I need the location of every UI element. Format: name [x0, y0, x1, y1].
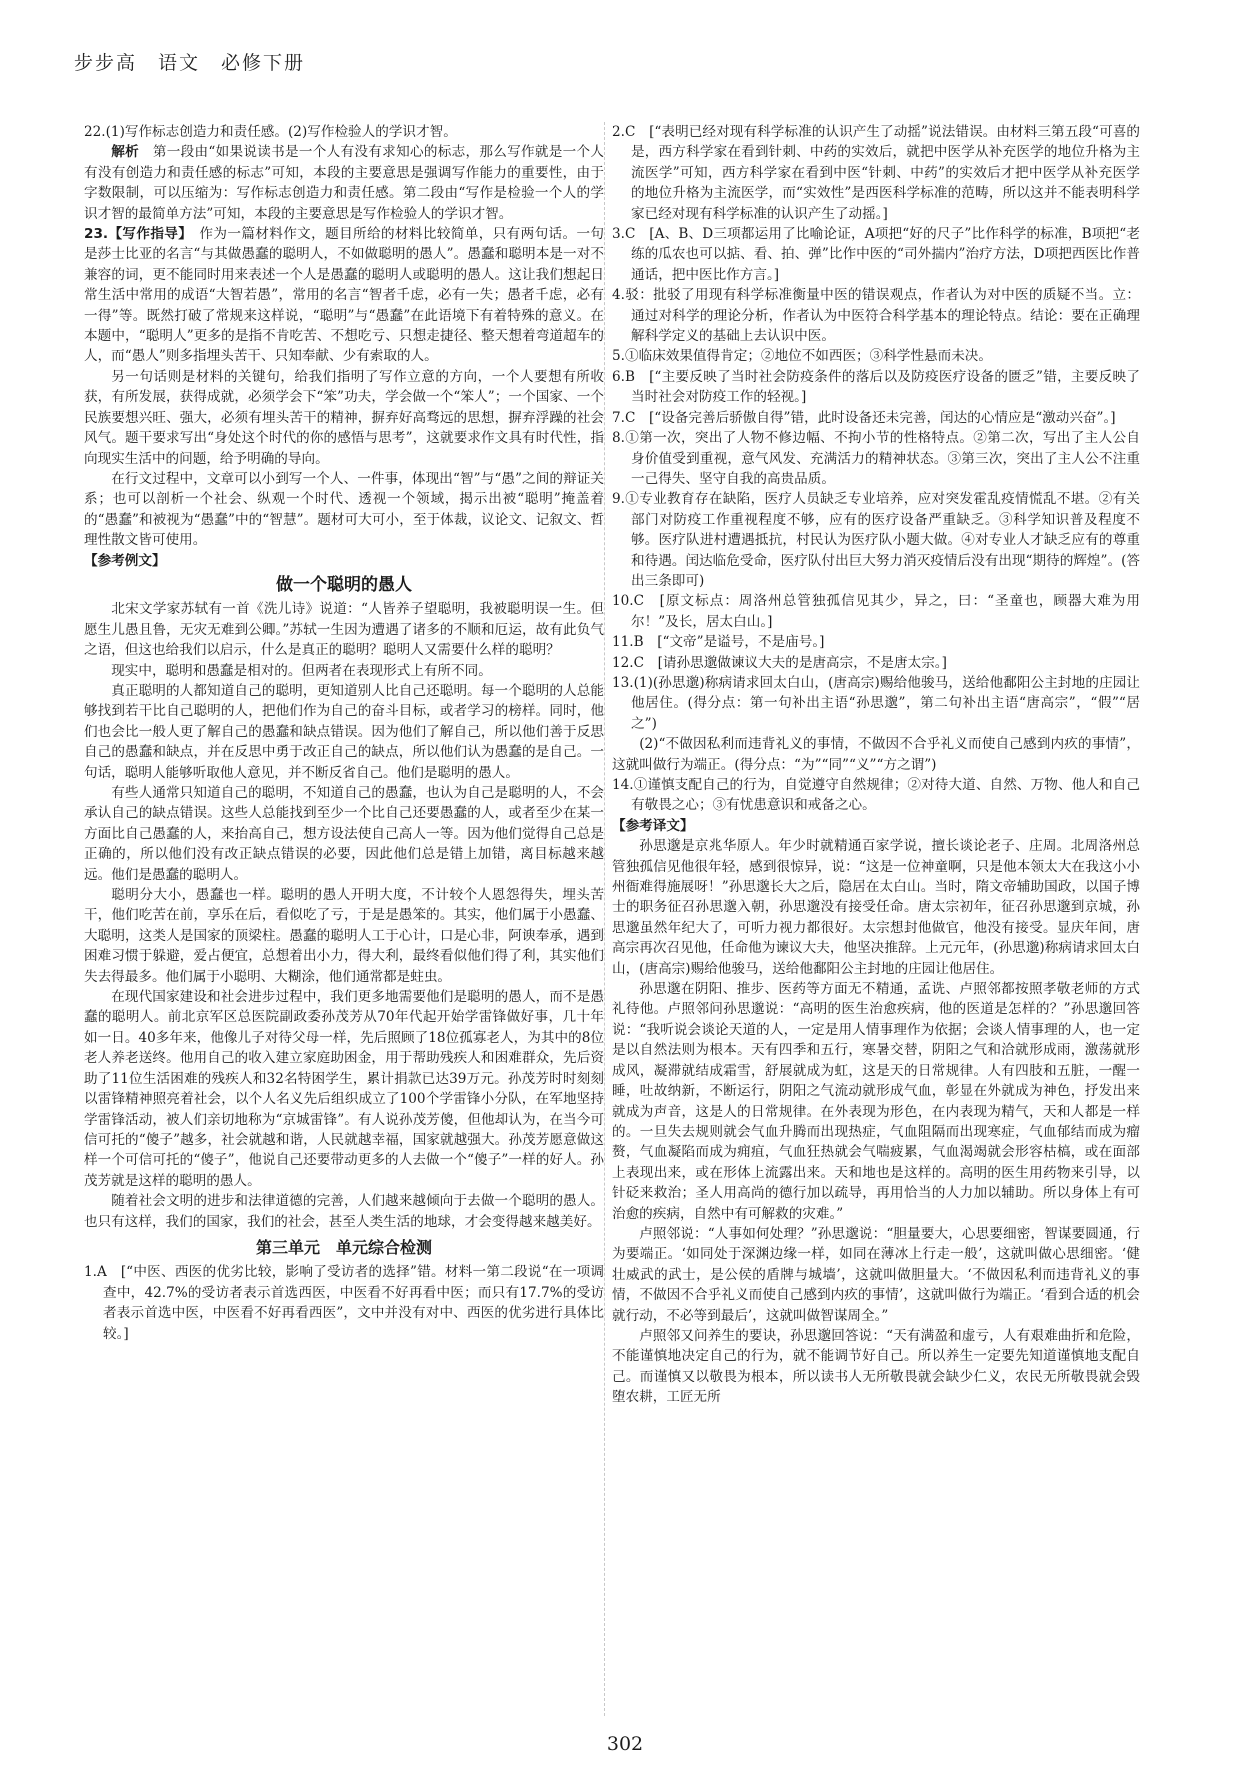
essay-paragraph: 现实中，聪明和愚蠢是相对的。但两者在表现形式上有所不同。 [111, 662, 492, 679]
unit-title: 第三单元 单元综合检测 [255, 1237, 432, 1257]
answer-11: 11.B [“文帝”是谥号，不是庙号。] [612, 634, 825, 651]
answer-23 [84, 224, 604, 367]
page-header: 步步高 语文 必修下册 [74, 52, 306, 74]
answer-5: 5.①临床效果值得肯定；②地位不如西医；③科学性悬而未决。 [612, 348, 992, 365]
answer-4: 4.驳：批驳了用现有科学标准衡量中医的错误观点，作者认为对中医的质疑不当。立：通过对科学的理论分析，作者认为中医符合科学基本的理论特点。结论：要在正确理解科学定义的基础上去认识中医。 [612, 287, 1140, 345]
answer-2: 2.C [“表明已经对现有科学标准的认识产生了动摇”说法错误。由材料三第五段“可喜的是，西方科学家在看到针刺、中药的实效后，就把中医学从补充医学的地位升格为主流医学”可知，西方科学家在看到中医“针刺、中药”的实效后才把中医学从补充医学的地位升格为主流医学，而“实效性”是西医科学标准的范畴，所以这并不能表明科学家已经对现有科学标准的认识产生了动摇。] [612, 124, 1140, 222]
essay-paragraph: 有些人通常只知道自己的聪明，不知道自己的愚蠢，也认为自己是聪明的人，不会承认自己的缺点错误。这些人总能找到至少一个比自己还要愚蠢的人，或者至少在某一方面比自己愚蠢的人，来抬高自己，想方设法使自己高人一等。因为他们觉得自己总是正确的，所以他们没有改正缺点错误的必要，因此他们总是错上加错，离目标越来越远。他们是愚蠢的聪明人。 [84, 785, 604, 883]
translation-label: 【参考译文】 [612, 817, 694, 834]
answer-10: 10.C [原文标点：周洛州总管独孤信见其少，异之，曰：“圣童也，顾器大难为用尔！”及长，居太白山。] [612, 593, 1140, 630]
writing-guide-paragraph: 在行文过程中，文章可以小到写一个人、一件事，体现出“智”与“愚”之间的辩证关系；也可以剖析一个社会、纵观一个时代、透视一个领域，揭示出被“聪明”掩盖着的“愚蠢”和被视为“愚蠢”中的“智慧”。题材可大可小，至于体裁，议论文、记叙文、哲理性散文皆可使用。 [84, 470, 604, 549]
essay-title: 做一个聪明的愚人 [276, 574, 412, 595]
essay-paragraph: 聪明分大小，愚蠢也一样。聪明的愚人开明大度，不计较个人恩怨得失，埋头苦干，他们吃苦在前，享乐在后，看似吃了亏，于是是愚笨的。其实，他们属于小愚蠢、大聪明，这类人是国家的顶梁柱。愚蠢的聪明人工于心计，口是心非，阿谀奉承，遇到困难习惯于躲避，爱占便宜，总想着出小力，得大利，最终看似他们得了利，其实他们失去得最多。他们属于小聪明、大糊涂，他们通常都是蛀虫。 [84, 887, 604, 985]
analysis-label: 解析 [111, 144, 139, 161]
answer-3: 3.C [A、B、D三项都运用了比喻论证，A项把“好的尺子”比作科学的标准，B项把“老练的瓜农也可以掂、看、拍、弹”比作中医的“司外揣内”治疗方法，D项把西医比作普通话，把中医比作方言。] [612, 226, 1140, 283]
column-divider [604, 122, 605, 1716]
answer-22-analysis [84, 142, 604, 224]
answer-22: 22.(1)写作标志创造力和责任感。(2)写作检验人的学识才智。 [84, 124, 457, 140]
essay-paragraph: 北宋文学家苏轼有一首《洗儿诗》说道：“人皆养子望聪明，我被聪明误一生。但愿生儿愚且鲁，无灾无难到公卿。”苏轼一生因为遭遇了诸多的不顺和厄运，故有此负气之语，但这也给我们以启示，什么是真正的聪明？聪明人又需要什么样的聪明？ [84, 601, 604, 659]
answer-9: 9.①专业教育存在缺陷，医疗人员缺乏专业培养，应对突发霍乱疫情慌乱不堪。②有关部门对防疫工作重视程度不够，应有的医疗设备严重缺乏。③科学知识普及程度不够。医疗队进村遭遇抵抗，村民认为医疗队小题大做。④对专业人才缺乏应有的尊重和待遇。闰达临危受命，医疗队付出巨大努力消灭疫情后没有出现“期待的辉煌”。(答出三条即可) [612, 491, 1140, 589]
page-number: 302 [606, 1733, 644, 1755]
translation-paragraph: 卢照邻说：“人事如何处理？”孙思邈说：“胆量要大，心思要细密，智谋要圆通，行为要端正。‘如同处于深渊边缘一样，如同在薄冰上行走一般’，这就叫做心思细密。‘健壮威武的武士，是公侯的盾牌与城墙’，这就叫做胆量大。‘不做因私利而违背礼义的事情，不做因不合乎礼义而使自己感到内疚的事情’，这就叫做行为端正。‘看到合适的机会就行动，不必等到最后’，这就叫做智谋周全。” [612, 1225, 1140, 1324]
writing-guide-text: 作为一篇材料作文，题目所给的材料比较简单，只有两句话。一句是莎士比亚的名言“与其做愚蠢的聪明人，不如做聪明的愚人”。愚蠢和聪明本是一对不兼容的词，更不能同时用来表述一个人是愚蠢的聪明人或聪明的愚人。这让我们想起日常生活中常用的成语“大智若愚”，常用的名言“智者千虑，必有一失；愚者千虑，必有一得”等。既然打破了常规来这样说，“聪明”与“愚蠢”在此语境下有着特殊的意义。在本题中，“聪明人”更多的是指不肯吃苦、不想吃亏、只想走捷径、整天想着弯道超车的人，而“愚人”则多指埋头苦干、只知奉献、少有索取的人。 [84, 226, 605, 365]
essay-paragraph: 在现代国家建设和社会进步过程中，我们更多地需要他们是聪明的愚人，而不是愚蠢的聪明人。前北京军区总医院副政委孙茂芳从70年代起开始学雷锋做好事，几十年如一日。40多年来，他像儿子对待父母一样，先后照顾了18位孤寡老人，为其中的8位老人养老送终。他用自己的收入建立家庭助困金，用于帮助残疾人和困难群众，先后资助了11位生活困难的残疾人和32名特困学生，累计捐款已达39万元。孙茂芳时时刻刻以雷锋精神照亮着社会，以个人名义先后组织成立了100个学雷锋小分队，在军地坚持学雷锋活动，被人们亲切地称为“京城雷锋”。有人说孙茂芳傻，但他却认为，在当今可信可托的“傻子”越多，社会就越和谐，人民就越幸福，国家就越强大。孙茂芳愿意做这样一个可信可托的“傻子”，他说自己还要带动更多的人去做一个“傻子”一样的好人。孙茂芳就是这样的聪明的愚人。 [84, 989, 604, 1189]
answer-7: 7.C [“设备完善后骄傲自得”错，此时设备还未完善，闰达的心情应是“激动兴奋”。] [612, 409, 1116, 426]
answer-13-1: 13.(1)(孙思邈)称病请求回太白山，(唐高宗)赐给他骏马，送给他鄱阳公主封地的庄园让他居住。(得分点：第一句补出主语“孙思邈”，第二句补出主语“唐高宗”，“假”“居之”) [612, 674, 1140, 732]
translation-paragraph: 孙思邈是京兆华原人。年少时就精通百家学说，擅长谈论老子、庄周。北周洛州总管独孤信见他很年轻，感到很惊异，说：“这是一位神童啊，只是他本领太大在我这小小州衙难得施展呀！”孙思邈长大之后，隐居在太白山。当时，隋文帝辅助国政，以国子博士的职务征召孙思邈入朝，孙思邈没有接受任命。唐太宗初年，征召孙思邈到京城，孙思邈虽然年纪大了，可听力视力都很好。太宗想封他做官，他没有接受。显庆年间，唐高宗再次召见他，任命他为谏议大夫，他坚决推辞。上元元年，(孙思邈)称病请求回太白山，(唐高宗)赐给他骏马，送给他鄱阳公主封地的庄园让他居住。 [612, 838, 1140, 977]
answer-6: 6.B [“主要反映了当时社会防疫条件的落后以及防疫医疗设备的匮乏”错，主要反映了当时社会对防疫工作的轻视。] [612, 368, 1140, 406]
translation-paragraph: 孙思邈在阴阳、推步、医药等方面无不精通，孟诜、卢照邻都按照孝敬老师的方式礼待他。卢照邻问孙思邈说：“高明的医生治愈疾病，他的医道是怎样的？”孙思邈回答说：“我听说会谈论天道的人，一定是用人情事理作为依据；会谈人情事理的人，也一定是以自然法则为根本。天有四季和五行，寒暑交替，阴阳之气和洽就形成雨，激荡就形成风，凝滞就结成霜雪，舒展就成为虹，这是天的日常规律。人有四肢和五脏，一醒一睡，吐故纳新，不断运行，阴阳之气流动就形成气血，彰显在外就成为神色，抒发出来就成为声音，这是人的日常规律。在外表现为形色，在内表现为精气，天和人都是一样的。一旦失去规则就会气血升腾而出现热症，气血阻隔而出现寒症，气血郁结而成为瘤赘，气血凝陷而成为痈疽，气血狂热就会气喘疲累，气血渴竭就会形容枯槁，或在面部上表现出来，或在形体上流露出来。天和地也是这样的。高明的医生用药物来引导，以针砭来救治；圣人用高尚的德行加以疏导，再用恰当的人力加以辅助。所以身体上有可治愈的疾病，自然中有可解救的灾难。” [612, 981, 1140, 1222]
answer-12: 12.C [请孙思邈做谏议大夫的是唐高宗，不是唐太宗。] [612, 654, 947, 671]
essay-paragraph: 真正聪明的人都知道自己的聪明，更知道别人比自己还聪明。每一个聪明的人总能够找到若干比自己聪明的人，把他们作为自己的奋斗目标，或者学习的榜样。同时，他们也会比一般人更了解自己的愚蠢和缺点错误。因为他们了解自己，所以他们善于反思自己的愚蠢和缺点，并在反思中勇于改正自己的缺点，所以他们认为愚蠢的是自己。一句话，聪明人能够听取他人意见，并不断反省自己。他们是聪明的愚人。 [84, 682, 604, 781]
analysis-text: 第一段由“如果说读书是一个人有没有求知心的标志，那么写作就是一个人有没有创造力和责任感的标志”可知，本段的主要意思是强调写作能力的重要性，由于字数限制，可以压缩为：写作标志创造力和责任感。第二段由“写作是检验一个人的学识才智的最简单方法”可知，本段的主要意思是写作检验人的学识才智。 [84, 144, 605, 222]
left-column [84, 122, 604, 1344]
right-column [612, 122, 1140, 1408]
answer-8: 8.①第一次，突出了人物不修边幅、不拘小节的性格特点。②第二次，写出了主人公自身价值受到重视，意气风发、充满活力的精神状态。③第三次，突出了主人公不注重一己得失、坚守自我的高贵品质。 [612, 430, 1140, 487]
writing-guide-paragraph: 另一句话则是材料的关键句，给我们指明了写作立意的方向，一个人要想有所收获，有所发展，获得成就，必须学会下“笨”功夫，学会做一个“笨人”；一个国家、一个民族要想兴旺、强大，必须有埋头苦干的精神，摒弃好高骛远的思想，摒弃浮躁的社会风气。题干要求写出“身处这个时代的你的感悟与思考”，这就要求作文具有时代性，指向现实生活中的问题，给予明确的导向。 [84, 368, 604, 467]
answer-1: 1.A [“中医、西医的优劣比较，影响了受访者的选择”错。材料一第二段说“在一项调查中，42.7%的受访者表示首选西医，中医看不好再看中医；而只有17.7%的受访者表示首选中医，中医看不好再看西医”，文中并没有对中、西医的优劣进行具体比较。] [84, 1264, 604, 1342]
essay-paragraph: 随着社会文明的进步和法律道德的完善，人们越来越倾向于去做一个聪明的愚人。也只有这样，我们的国家，我们的社会，甚至人类生活的地球，才会变得越来越美好。 [84, 1193, 604, 1230]
answer-14: 14.①谨慎支配自己的行为，自觉遵守自然规律；②对待大道、自然、万物、他人和自己有敬畏之心；③有忧患意识和戒备之心。 [612, 777, 1140, 814]
reference-essay-label: 【参考例文】 [84, 552, 166, 569]
translation-paragraph: 卢照邻又问养生的要诀，孙思邈回答说：“天有满盈和虚亏，人有艰难曲折和危险，不能谨慎地决定自己的行为，就不能调节好自己。所以养生一定要先知道谨慎地支配自己。而谨慎又以敬畏为根本，所以读书人无所敬畏就会缺少仁义，农民无所敬畏就会毁堕农耕，工匠无所 [612, 1327, 1140, 1406]
writing-guide-label: 23.【写作指导】 [84, 226, 186, 243]
answer-13-2: (2)“不做因私利而违背礼义的事情，不做因不合乎礼义而使自己感到内疚的事情”，这就叫做行为端正。(得分点：“为”“同”“义”“方之谓”) [612, 736, 1140, 773]
